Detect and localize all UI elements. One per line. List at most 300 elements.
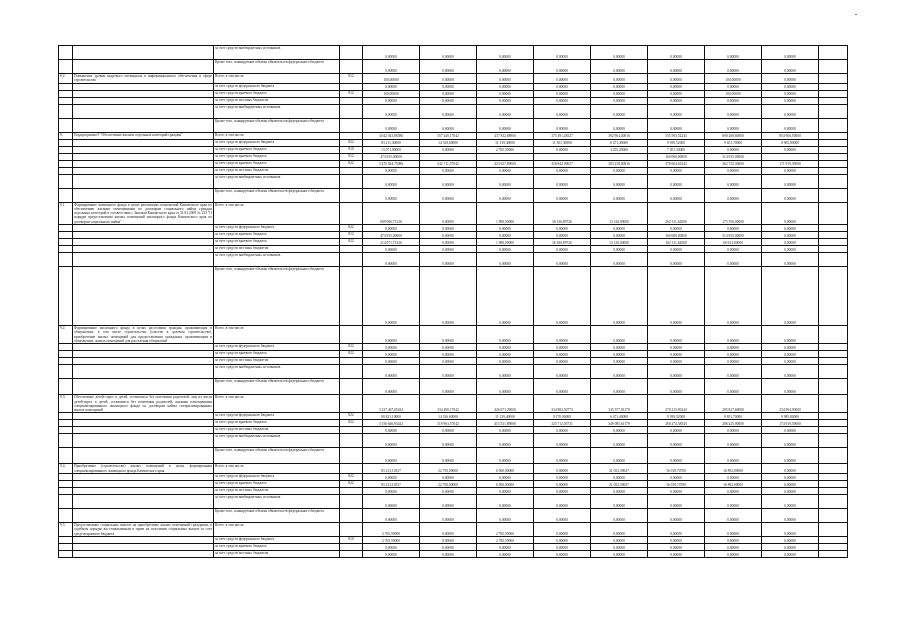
amount-cell: 0,00000 xyxy=(705,379,762,395)
amount-cell: 0,00000 xyxy=(420,358,477,365)
amount-cell: 0,00000 xyxy=(591,232,648,239)
measure-name xyxy=(73,139,214,146)
empty-cell xyxy=(819,536,848,543)
amount-cell: 0,00000 xyxy=(534,536,591,543)
amount-cell xyxy=(477,153,534,160)
table-row xyxy=(59,413,848,420)
row-number xyxy=(59,427,73,434)
amount-cell: 13 120,00000 xyxy=(591,239,648,246)
amount-cell: 0,00000 xyxy=(705,46,762,60)
row-number xyxy=(59,246,73,253)
amount-cell: 0,00000 xyxy=(363,174,420,188)
table-row xyxy=(59,232,848,239)
row-number xyxy=(59,104,73,118)
funding-source: Всего, в том числе: xyxy=(214,395,340,413)
row-number xyxy=(59,474,73,481)
amount-cell: 16 892,00000 xyxy=(705,481,762,488)
amount-cell: 0,00000 xyxy=(363,434,420,448)
amount-cell: 0,00000 xyxy=(363,267,420,326)
amount-cell: 0,00000 xyxy=(363,46,420,60)
amount-cell: 0,00000 xyxy=(477,448,534,464)
amount-cell: 16 018,70700 xyxy=(648,481,705,488)
amount-cell: 0,00000 xyxy=(477,358,534,365)
amount-cell: 0,00000 xyxy=(420,495,477,509)
amount-cell: 0,00000 xyxy=(762,104,819,118)
amount-cell: 0,00000 xyxy=(591,326,648,344)
table-row xyxy=(59,326,848,344)
funding-source: за счет средств внебюджетных источников xyxy=(214,434,340,448)
amount-cell: 3 237 467,05423 xyxy=(363,395,420,413)
amount-cell: 0,00000 xyxy=(591,543,648,550)
amount-cell: 0,00000 xyxy=(762,167,819,174)
amount-cell: 0,00000 xyxy=(363,246,420,253)
amount-cell: 0,00000 xyxy=(420,104,477,118)
amount-cell: 0,00000 xyxy=(705,167,762,174)
table-row xyxy=(59,488,848,495)
amount-cell: 0,00000 xyxy=(762,90,819,97)
amount-cell: 260 274,38543 xyxy=(648,420,705,427)
funding-source: за счет средств местных бюджетов xyxy=(214,167,340,174)
amount-cell: 0,00000 xyxy=(477,509,534,523)
amount-cell: 0,00000 xyxy=(591,83,648,90)
measure-name xyxy=(73,167,214,174)
amount-cell: 0,00000 xyxy=(534,118,591,132)
budget-code xyxy=(340,488,363,495)
amount-cell: 0,00000 xyxy=(591,188,648,202)
amount-cell: 555 595,52243 xyxy=(648,132,705,139)
budget-code: 810 xyxy=(340,536,363,543)
row-number: 9.5. xyxy=(59,523,73,537)
measure-name xyxy=(73,239,214,246)
amount-cell: 0,00000 xyxy=(762,202,819,224)
row-number xyxy=(59,420,73,427)
amount-cell: 0,00000 xyxy=(648,90,705,97)
amount-cell: 690 269,60000 xyxy=(705,132,762,139)
measure-name xyxy=(73,246,214,253)
row-number: 9.3. xyxy=(59,395,73,413)
empty-cell xyxy=(819,448,848,464)
table-row xyxy=(59,174,848,188)
amount-cell: 0,00000 xyxy=(534,267,591,326)
budget-code xyxy=(340,267,363,326)
funding-source: за счет средств краевого бюджета xyxy=(214,90,340,97)
row-number: 9. xyxy=(59,132,73,139)
amount-cell: 0,00000 xyxy=(534,83,591,90)
amount-cell: 0,00000 xyxy=(534,60,591,74)
amount-cell: 0,00000 xyxy=(363,326,420,344)
amount-cell: 0,00000 xyxy=(762,523,819,537)
funding-source: Всего, в том числе: xyxy=(214,202,340,224)
amount-cell: 0,00000 xyxy=(705,427,762,434)
amount-cell: 0,00000 xyxy=(363,104,420,118)
amount-cell: 0,00000 xyxy=(762,60,819,74)
budget-code xyxy=(340,60,363,74)
amount-cell: 0,00000 xyxy=(762,326,819,344)
measure-name xyxy=(73,232,214,239)
amount-cell: 0,00000 xyxy=(477,474,534,481)
amount-cell: 83 211,30000 xyxy=(363,139,420,146)
amount-cell: 0,00000 xyxy=(363,351,420,358)
table-row xyxy=(59,46,848,60)
table-row xyxy=(59,90,848,97)
amount-cell: 0,00000 xyxy=(534,481,591,488)
amount-cell: 0,00000 xyxy=(477,167,534,174)
funding-source: за счет средств федерального бюджета xyxy=(214,225,340,232)
amount-cell: 0,00000 xyxy=(705,174,762,188)
amount-cell: 0,00000 xyxy=(534,174,591,188)
funding-source: за счет средств внебюджетных источников xyxy=(214,495,340,509)
funding-source: за счет средств краевого бюджета xyxy=(214,351,340,358)
budget-code xyxy=(340,543,363,550)
funding-source: за счет средств краевого бюджета xyxy=(214,146,340,153)
table-row xyxy=(59,351,848,358)
amount-cell: 0,00000 xyxy=(762,83,819,90)
row-number: 8.2. xyxy=(59,74,73,84)
amount-cell: 0,00000 xyxy=(477,60,534,74)
amount-cell: 0,00000 xyxy=(420,543,477,550)
empty-cell xyxy=(819,413,848,420)
amount-cell: 0,00000 xyxy=(534,146,591,153)
amount-cell: 0,00000 xyxy=(648,225,705,232)
row-number xyxy=(59,97,73,104)
empty-cell xyxy=(819,253,848,267)
amount-cell: 0,00000 xyxy=(591,46,648,60)
measure-name xyxy=(73,225,214,232)
budget-code xyxy=(340,448,363,464)
amount-cell: 0,00000 xyxy=(534,495,591,509)
amount-cell: 0,00000 xyxy=(534,326,591,344)
amount-cell: 11 139,40000 xyxy=(477,413,534,420)
amount-cell: 0,00000 xyxy=(762,74,819,84)
measure-name xyxy=(73,413,214,420)
empty-cell xyxy=(819,427,848,434)
table-row xyxy=(59,523,848,537)
table-row xyxy=(59,74,848,84)
amount-cell: 0,00000 xyxy=(762,351,819,358)
budget-code xyxy=(340,46,363,60)
budget-code xyxy=(340,83,363,90)
amount-cell: 0,00000 xyxy=(420,239,477,246)
funding-source: за счет средств внебюджетных источников xyxy=(214,174,340,188)
table-row xyxy=(59,420,848,427)
amount-cell: 0,00000 xyxy=(420,74,477,84)
funding-source: за счет средств краевого бюджета xyxy=(214,481,340,488)
amount-cell: 0,00000 xyxy=(420,232,477,239)
amount-cell: 0,00000 xyxy=(477,344,534,351)
measure-name xyxy=(73,146,214,153)
amount-cell: 357 240,17042 xyxy=(420,132,477,139)
table-row xyxy=(59,448,848,464)
amount-cell: 0,00000 xyxy=(420,474,477,481)
amount-cell: 0,00000 xyxy=(420,188,477,202)
table-row xyxy=(59,434,848,448)
amount-cell: 0,00000 xyxy=(591,509,648,523)
table-row xyxy=(59,464,848,474)
amount-cell: 0,00000 xyxy=(477,267,534,326)
amount-cell: 0,00000 xyxy=(591,104,648,118)
amount-cell: 0,00000 xyxy=(420,202,477,224)
funding-source: за счет средств местных бюджетов xyxy=(214,488,340,495)
empty-cell xyxy=(819,188,848,202)
budget-code: 822 xyxy=(340,239,363,246)
amount-cell: 36 136,89726 xyxy=(534,202,591,224)
amount-cell: 0,00000 xyxy=(363,509,420,523)
amount-cell: 171 919,39000 xyxy=(762,160,819,167)
table-row xyxy=(59,160,848,167)
amount-cell: 0,00000 xyxy=(705,246,762,253)
amount-cell: 270 215,90243 xyxy=(648,395,705,413)
amount-cell: 0,00000 xyxy=(705,344,762,351)
amount-cell: 0,00000 xyxy=(363,118,420,132)
funding-source: Кроме того, планируемые объемы обязательств федерального бюджета xyxy=(214,267,340,326)
row-number xyxy=(59,448,73,464)
amount-cell: 0,00000 xyxy=(420,225,477,232)
amount-cell: 0,00000 xyxy=(591,225,648,232)
amount-cell: 0,00000 xyxy=(591,267,648,326)
measure-name xyxy=(73,188,214,202)
funding-source: Кроме того, планируемые объемы обязательств федерального бюджета xyxy=(214,188,340,202)
amount-cell: 0,00000 xyxy=(591,536,648,543)
amount-cell: 0,00000 xyxy=(420,97,477,104)
amount-cell: 0,00000 xyxy=(648,344,705,351)
measure-name: Формирование жилищного фонда в целях реализации полномочий Камчатского края по обеспечению жилыми помещениями по договорам социального найма граждан отдельных категорий в соответствии с Законом Камчатского края от 31.03.2009 № 233 "О порядке предоставления жилых помещений жилищного фонда Камчатского края по договорам социального найма" xyxy=(74,202,212,224)
amount-cell: 0,00000 xyxy=(591,495,648,509)
funding-source: за счет средств федерального бюджета xyxy=(214,474,340,481)
amount-cell: 0,00000 xyxy=(705,488,762,495)
budget-code xyxy=(340,132,363,139)
table-row xyxy=(59,550,848,557)
amount-cell: 0,00000 xyxy=(363,225,420,232)
table-row xyxy=(59,267,848,326)
funding-source: за счет средств внебюджетных источников xyxy=(214,104,340,118)
amount-cell: 0,00000 xyxy=(705,550,762,557)
row-number xyxy=(59,146,73,153)
amount-cell: 0,00000 xyxy=(477,379,534,395)
amount-cell: 0,00000 xyxy=(762,474,819,481)
funding-source: Всего, в том числе: xyxy=(214,326,340,344)
amount-cell: 174 919,39000 xyxy=(762,420,819,427)
amount-cell: 0,00000 xyxy=(477,225,534,232)
amount-cell: 0,00000 xyxy=(648,74,705,84)
amount-cell: 854 906,50000 xyxy=(762,132,819,139)
amount-cell: 0,00000 xyxy=(420,427,477,434)
budget-code xyxy=(340,246,363,253)
amount-cell: 0,00000 xyxy=(363,448,420,464)
measure-name: Формирование жилищного фонда в целях расселения граждан, проживающих в общежитиях, в том числе строительство (участие в долевом строительстве), приобретение жилых помещений для предоставления гражданам, проживающим в общежитиях, жилых помещений для расселения общежитий xyxy=(74,326,212,343)
funding-source: за счет средств внебюджетных источников xyxy=(214,365,340,379)
table-row xyxy=(59,118,848,132)
table-row xyxy=(59,474,848,481)
empty-cell xyxy=(819,326,848,344)
amount-cell: 9 651,70000 xyxy=(705,139,762,146)
funding-source: Кроме того, планируемые объемы обязательств федерального бюджета xyxy=(214,379,340,395)
row-number xyxy=(59,365,73,379)
budget-code: 822 xyxy=(340,160,363,167)
amount-cell: 325 712,05731 xyxy=(534,420,591,427)
amount-cell: 0,00000 xyxy=(363,253,420,267)
empty-cell xyxy=(819,167,848,174)
amount-cell: 0,00000 xyxy=(705,536,762,543)
measure-name xyxy=(73,420,214,427)
amount-cell: 0,00000 xyxy=(648,83,705,90)
amount-cell: 3 255,20000 xyxy=(591,146,648,153)
amount-cell: 0,00000 xyxy=(705,358,762,365)
empty-cell xyxy=(819,202,848,224)
amount-cell: 0,00000 xyxy=(591,351,648,358)
amount-cell: 0,00000 xyxy=(477,104,534,118)
amount-cell: 0,00000 xyxy=(420,118,477,132)
budget-code: 822 xyxy=(340,351,363,358)
table-row xyxy=(59,509,848,523)
amount-cell: 9 939,52000 xyxy=(648,413,705,420)
empty-cell xyxy=(819,97,848,104)
amount-cell: 0,00000 xyxy=(762,188,819,202)
budget-table xyxy=(58,45,848,558)
row-number xyxy=(59,188,73,202)
amount-cell: 0,00000 xyxy=(762,253,819,267)
amount-cell: 13 071,90000 xyxy=(363,146,420,153)
amount-cell: 16 892,00000 xyxy=(705,464,762,474)
amount-cell: 0,00000 xyxy=(534,464,591,474)
amount-cell: 1 890,00000 xyxy=(477,239,534,246)
amount-cell: 375 491,28527 xyxy=(534,132,591,139)
amount-cell: 2 765,59000 xyxy=(477,146,534,153)
table-row xyxy=(59,481,848,488)
funding-source: Кроме того, планируемые объемы обязательств федерального бюджета xyxy=(214,60,340,74)
amount-cell: 0,00000 xyxy=(705,146,762,153)
row-number xyxy=(59,550,73,557)
amount-cell: 0,00000 xyxy=(420,434,477,448)
amount-cell: 13 120,00000 xyxy=(591,202,648,224)
amount-cell: 0,00000 xyxy=(762,464,819,474)
amount-cell: 334 490,17042 xyxy=(420,395,477,413)
empty-cell xyxy=(819,46,848,60)
amount-cell: 0,00000 xyxy=(705,60,762,74)
empty-cell xyxy=(819,481,848,488)
row-number xyxy=(59,413,73,420)
budget-code xyxy=(340,326,363,344)
amount-cell: 0,00000 xyxy=(363,474,420,481)
measure-name xyxy=(73,448,214,464)
table-row xyxy=(59,253,848,267)
budget-table-body xyxy=(59,46,848,558)
amount-cell: 83 213,10337 xyxy=(363,481,420,488)
amount-cell: 319 963,57042 xyxy=(420,420,477,427)
amount-cell: 0,00000 xyxy=(648,536,705,543)
row-number xyxy=(59,379,73,395)
amount-cell: 0,00000 xyxy=(477,188,534,202)
funding-source: Кроме того, планируемые объемы обязательств федерального бюджета xyxy=(214,118,340,132)
measure-name xyxy=(73,104,214,118)
amount-cell: 0,00000 xyxy=(591,60,648,74)
amount-cell: 0,00000 xyxy=(420,448,477,464)
amount-cell: 0,00000 xyxy=(705,495,762,509)
table-row xyxy=(59,358,848,365)
amount-cell: 0,00000 xyxy=(534,434,591,448)
amount-cell: 0,00000 xyxy=(762,358,819,365)
row-number xyxy=(59,495,73,509)
empty-cell xyxy=(819,153,848,160)
amount-cell: 0,00000 xyxy=(705,365,762,379)
budget-code xyxy=(340,365,363,379)
empty-cell xyxy=(819,434,848,448)
measure-name xyxy=(73,97,214,104)
row-number xyxy=(59,488,73,495)
amount-cell: 60 614,00000 xyxy=(705,239,762,246)
empty-cell xyxy=(819,60,848,74)
budget-code xyxy=(340,188,363,202)
funding-source: Кроме того, планируемые объемы обязательств федерального бюджета xyxy=(214,448,340,464)
amount-cell: 1 890,00000 xyxy=(477,202,534,224)
amount-cell: 314 935,00000 xyxy=(705,232,762,239)
amount-cell: 0,00000 xyxy=(648,358,705,365)
amount-cell: 0,00000 xyxy=(648,267,705,326)
measure-name xyxy=(73,536,214,543)
measure-name xyxy=(73,488,214,495)
amount-cell: 0,00000 xyxy=(420,365,477,379)
measure-name xyxy=(73,509,214,523)
amount-cell: 0,00000 xyxy=(477,365,534,379)
budget-code xyxy=(340,509,363,523)
measure-name xyxy=(73,253,214,267)
amount-cell: 0,00000 xyxy=(420,174,477,188)
amount-cell: 0,00000 xyxy=(648,379,705,395)
table-row xyxy=(59,379,848,395)
empty-cell xyxy=(819,351,848,358)
amount-cell: 0,00000 xyxy=(648,118,705,132)
amount-cell xyxy=(420,153,477,160)
amount-cell: 335 577,01179 xyxy=(591,395,648,413)
amount-cell: 0,00000 xyxy=(477,118,534,132)
funding-source: за счет средств внебюджетных источников xyxy=(214,46,340,60)
table-row xyxy=(59,543,848,550)
amount-cell: 0,00000 xyxy=(534,474,591,481)
amount-cell: 0,00000 xyxy=(762,97,819,104)
amount-cell: 0,00000 xyxy=(705,83,762,90)
table-row xyxy=(59,365,848,379)
amount-cell: 16 018,70700 xyxy=(648,464,705,474)
amount-cell: 474 935,00000 xyxy=(363,153,420,160)
funding-source: за счет средств федерального бюджета xyxy=(214,536,340,543)
measure-name xyxy=(73,344,214,351)
amount-cell: 11 561,30000 xyxy=(534,139,591,146)
amount-cell: 2 765,59000 xyxy=(477,523,534,537)
amount-cell: 0,00000 xyxy=(534,550,591,557)
table-row xyxy=(59,83,848,90)
amount-cell: 362 732,30000 xyxy=(705,160,762,167)
amount-cell: 0,00000 xyxy=(363,97,420,104)
amount-cell: 7 051,30000 xyxy=(648,146,705,153)
measure-name xyxy=(73,60,214,74)
table-row xyxy=(59,167,848,174)
amount-cell: 0,00000 xyxy=(534,232,591,239)
amount-cell: 0,00000 xyxy=(762,427,819,434)
amount-cell: 0,00000 xyxy=(762,379,819,395)
funding-source: за счет средств местных бюджетов xyxy=(214,550,340,557)
empty-cell xyxy=(819,225,848,232)
amount-cell: 0,00000 xyxy=(420,351,477,358)
measure-name xyxy=(73,379,214,395)
table-row xyxy=(59,97,848,104)
funding-source: за счет средств федерального бюджета xyxy=(214,344,340,351)
empty-cell xyxy=(819,160,848,167)
amount-cell: 0,00000 xyxy=(363,488,420,495)
amount-cell: 0,00000 xyxy=(534,97,591,104)
amount-cell: 0,00000 xyxy=(591,253,648,267)
measure-name: Повышение уровня кадрового потенциала в информационного обеспечения в сфере строительства xyxy=(74,74,212,83)
amount-cell: 378 604,65243 xyxy=(648,160,705,167)
amount-cell: 286 225,90000 xyxy=(705,420,762,427)
